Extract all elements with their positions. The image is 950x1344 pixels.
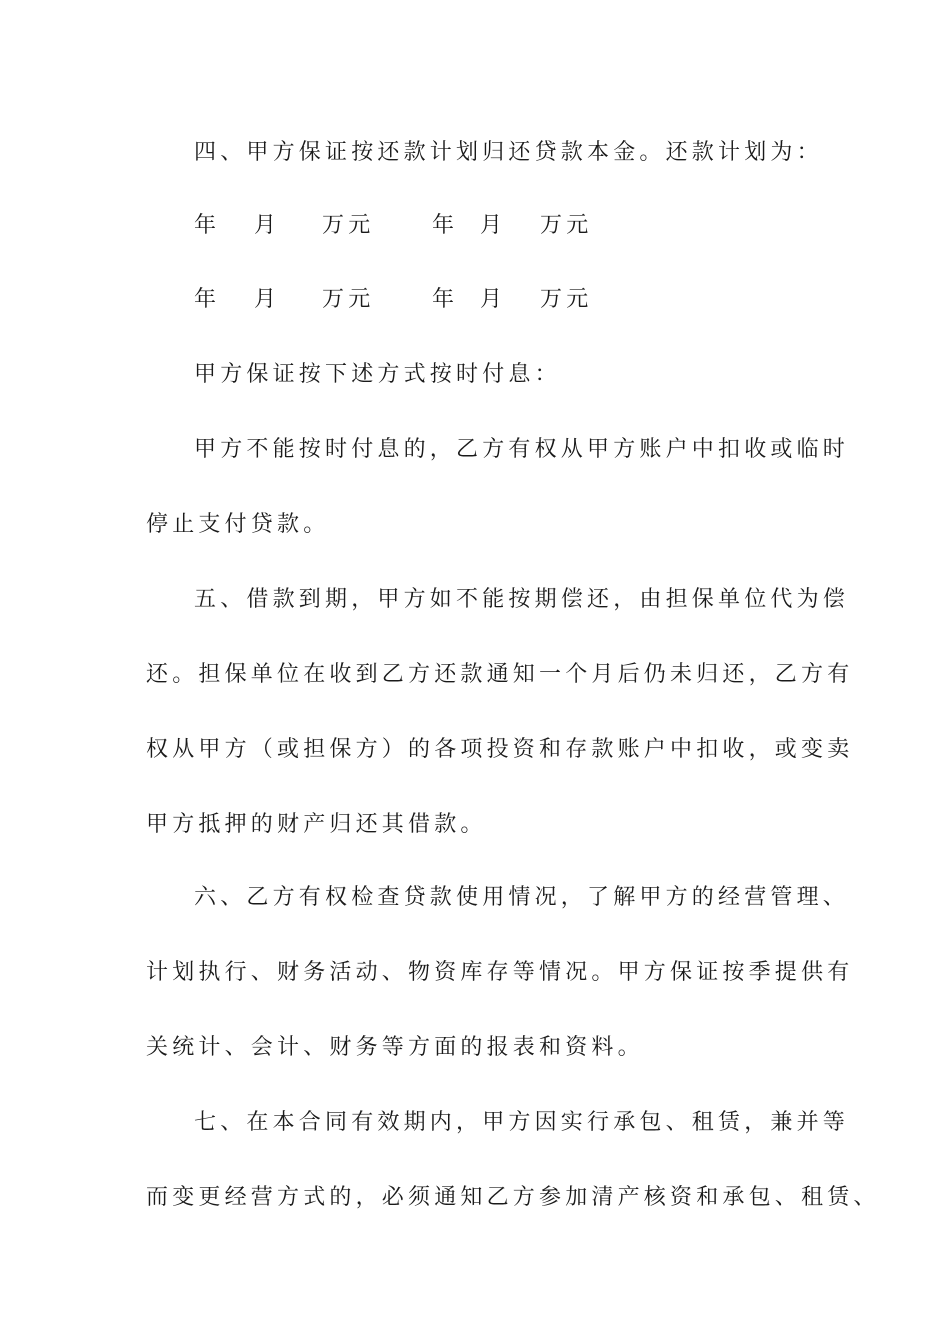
schedule-amount: 万元 <box>540 287 593 312</box>
schedule-year: 年 <box>432 213 459 238</box>
clause-4-heading: 四、甲方保证按还款计划归还贷款本金。还款计划为： <box>194 140 823 165</box>
clause-6-line-3: 关统计、会计、财务等方面的报表和资料。 <box>146 1035 644 1060</box>
schedule-month: 月 <box>480 287 507 312</box>
clause-5-line-4: 甲方抵押的财产归还其借款。 <box>146 812 487 837</box>
clause-6-line-2: 计划执行、财务活动、物资库存等情况。甲方保证按季提供有 <box>146 960 854 985</box>
schedule-year: 年 <box>194 287 221 312</box>
interest-payment-text: 甲方保证按下述方式按时付息： <box>194 362 561 387</box>
schedule-year: 年 <box>432 287 459 312</box>
clause-7-line-1: 七、在本合同有效期内，甲方因实行承包、租赁，兼并等 <box>194 1110 850 1135</box>
clause-5-line-2: 还。担保单位在收到乙方还款通知一个月后仍未归还，乙方有 <box>146 662 854 687</box>
clause-6-line-1: 六、乙方有权检查贷款使用情况，了解甲方的经营管理、 <box>194 885 850 910</box>
schedule-month: 月 <box>254 213 281 238</box>
clause-5-line-1: 五、借款到期，甲方如不能按期偿还，由担保单位代为偿 <box>194 587 850 612</box>
schedule-amount: 万元 <box>540 213 593 238</box>
schedule-amount: 万元 <box>322 287 375 312</box>
schedule-year: 年 <box>194 213 221 238</box>
schedule-amount: 万元 <box>322 213 375 238</box>
schedule-month: 月 <box>254 287 281 312</box>
clause-5-line-3: 权从甲方（或担保方）的各项投资和存款账户中扣收，或变卖 <box>146 737 854 762</box>
interest-penalty-line-2: 停止支付贷款。 <box>146 512 330 537</box>
schedule-month: 月 <box>480 213 507 238</box>
clause-7-line-2: 而变更经营方式的，必须通知乙方参加清产核资和承包、租赁、 <box>146 1185 880 1210</box>
interest-penalty-line-1: 甲方不能按时付息的，乙方有权从甲方账户中扣收或临时 <box>194 437 850 462</box>
